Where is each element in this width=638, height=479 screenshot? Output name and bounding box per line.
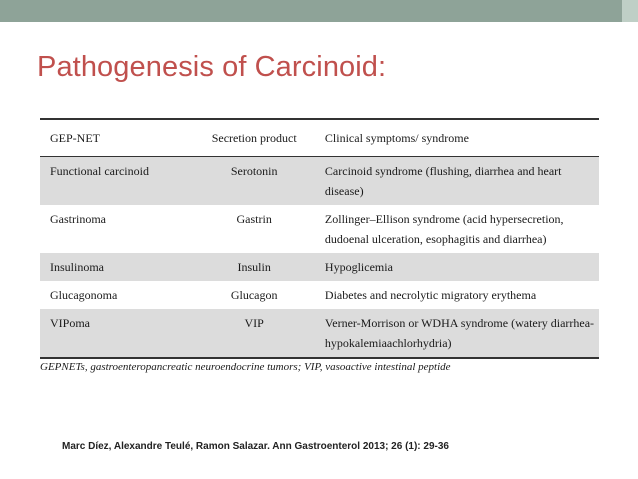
table-header-row [40, 120, 599, 156]
citation: Marc Díez, Alexandre Teulé, Ramon Salazar. Ann Gastroenterol 2013; 26 (1): 29-36 [62, 441, 449, 452]
gep-net-table [40, 120, 599, 357]
header-secretion-product: Secretion product [211, 130, 297, 145]
table-row [40, 157, 599, 205]
cell-secretion: Serotonin [193, 157, 314, 205]
top-bar-accent [622, 0, 638, 22]
cell-tumor: Functional carcinoid [40, 157, 193, 205]
cell-tumor: Gastrinoma [50, 212, 106, 226]
cell-symptoms: Diabetes and necrolytic migratory erythema [324, 288, 537, 302]
table-row [40, 253, 599, 281]
slide-title: Pathogenesis of Carcinoid: [37, 51, 387, 83]
table-footnote: GEPNETs, gastroenteropancreatic neuroendocrine tumors; VIP, vasoactive intestinal peptide [40, 361, 451, 373]
cell-tumor: Insulinoma [40, 253, 193, 281]
cell-secretion: VIP [193, 309, 314, 357]
cell-secretion: Gastrin [236, 212, 272, 226]
table-row [40, 309, 599, 357]
header-clinical-symptoms: Clinical symptoms/ syndrome [324, 130, 469, 145]
cell-symptoms: Verner-Morrison or WDHA syndrome (watery diarrhea-hypokalemiaachlorhydria) [315, 309, 599, 357]
cell-symptoms: Zollinger–Ellison syndrome (acid hypersecretion, dudoenal ulceration, esophagitis and diarrhea) [324, 212, 564, 246]
table-row [40, 281, 599, 309]
top-decorative-bar [0, 0, 638, 22]
cell-tumor: VIPoma [40, 309, 193, 357]
table-bottom-rule [40, 357, 599, 359]
cell-secretion: Insulin [193, 253, 314, 281]
header-gep-net: GEP-NET [50, 130, 100, 145]
gep-net-table-container [40, 118, 599, 359]
table-row [40, 205, 599, 253]
cell-symptoms: Carcinoid syndrome (flushing, diarrhea and heart disease) [315, 157, 599, 205]
cell-secretion: Glucagon [230, 288, 278, 302]
cell-symptoms: Hypoglicemia [315, 253, 599, 281]
cell-tumor: Glucagonoma [50, 288, 118, 302]
